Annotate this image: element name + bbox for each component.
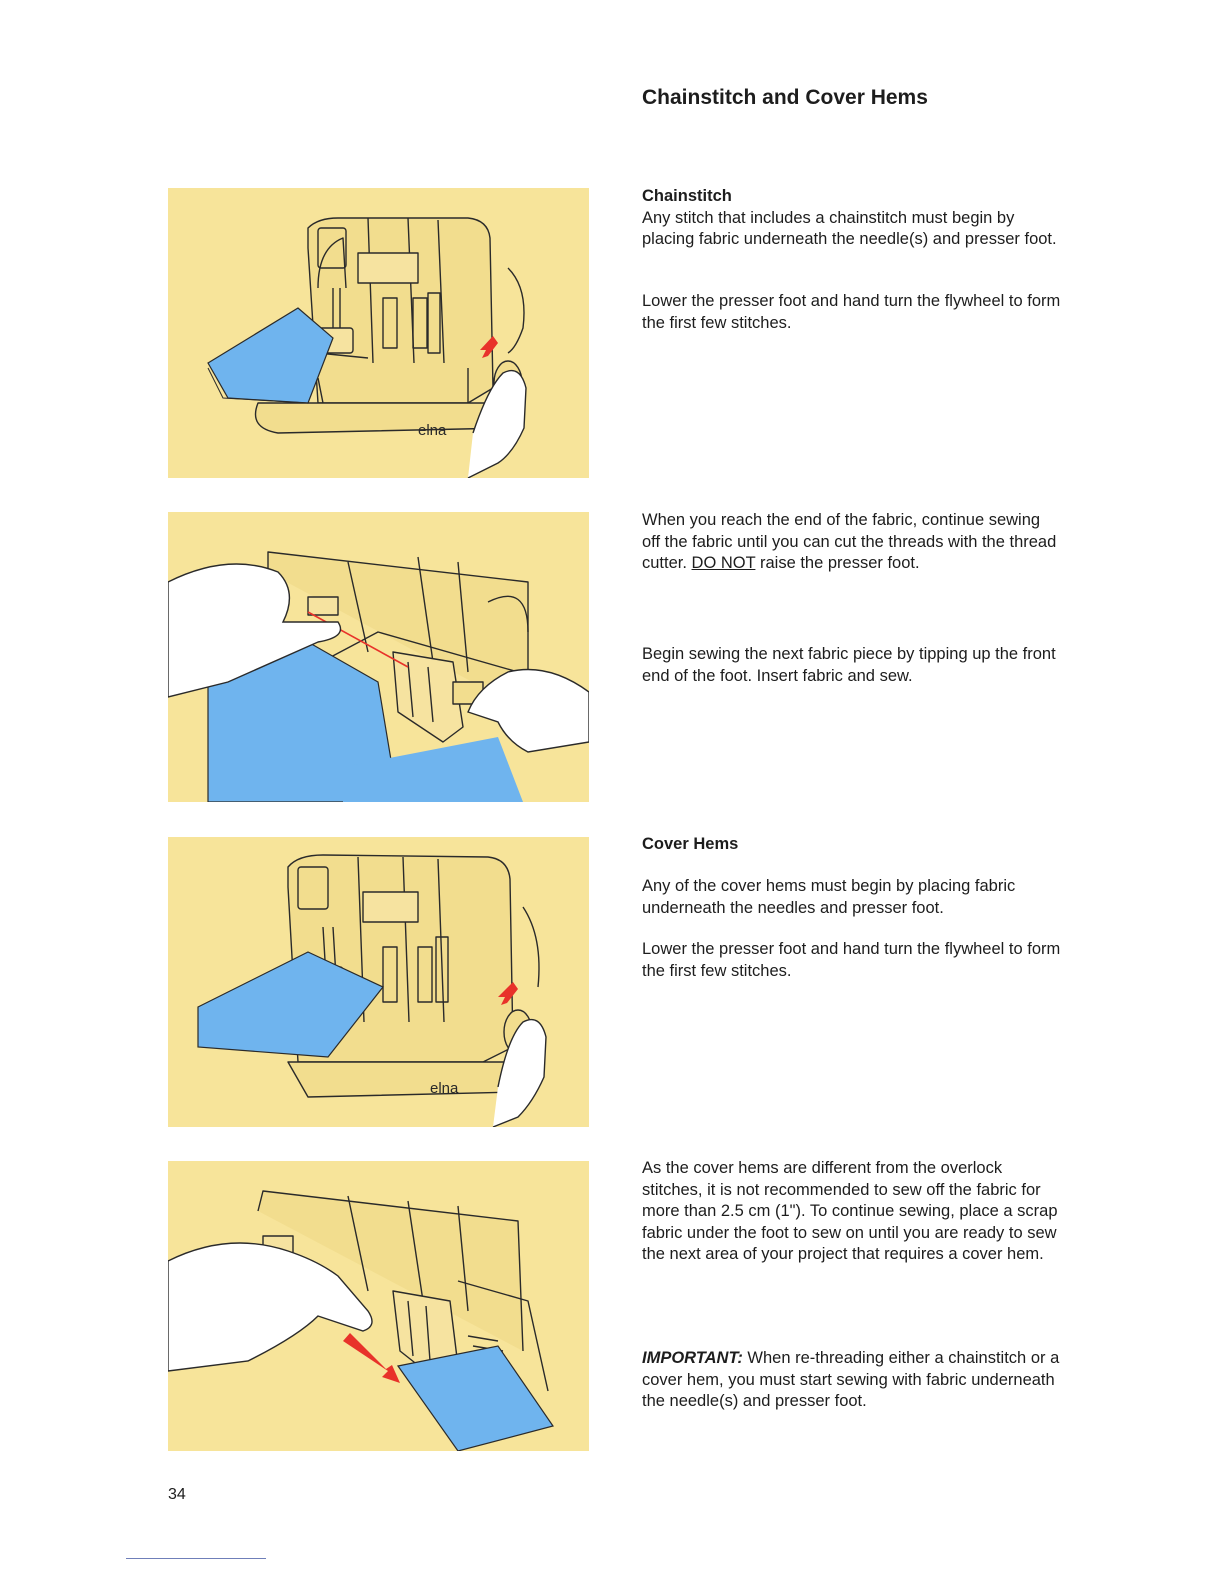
cover-hems-heading-block bbox=[642, 834, 1062, 856]
do-not-emphasis: DO NOT bbox=[691, 554, 756, 572]
p3-text-after: raise the presser foot. bbox=[755, 554, 920, 572]
cover-hems-paragraph-3: As the cover hems are different from the overlock stitches, it is not recommended to sew off the fabric for more than 2.5 cm (1"). To continue sewing, place a scrap fabric under the foot to sew on until you are ready to sew the next area of your project that requires a cover hem. bbox=[642, 1159, 1058, 1263]
important-label: IMPORTANT: bbox=[642, 1349, 743, 1367]
chainstitch-paragraph-2-block bbox=[642, 291, 1062, 334]
illustration-machine-front-cover-hem bbox=[168, 837, 589, 1127]
page-title: Chainstitch and Cover Hems bbox=[642, 86, 928, 109]
illustration-thread-cutter-closeup bbox=[168, 512, 589, 802]
illustration-machine-front-chainstitch bbox=[168, 188, 589, 478]
cover-hems-paragraph-2-block bbox=[642, 939, 1062, 982]
footer-rule bbox=[126, 1558, 266, 1559]
cover-hems-paragraph-1: Any of the cover hems must begin by placing fabric underneath the needles and presser foot. bbox=[642, 877, 1016, 917]
chainstitch-paragraph-2: Lower the presser foot and hand turn the flywheel to form the first few stitches. bbox=[642, 292, 1061, 332]
machine-brand-label: elna bbox=[418, 422, 447, 439]
chainstitch-paragraph-4-block bbox=[642, 644, 1062, 687]
chainstitch-paragraph-3 bbox=[642, 510, 1062, 575]
machine-brand-label: elna bbox=[430, 1080, 459, 1097]
illustration-cover-hem-closeup bbox=[168, 1161, 589, 1451]
important-note-block bbox=[642, 1348, 1062, 1413]
cover-hems-paragraph-2: Lower the presser foot and hand turn the flywheel to form the first few stitches. bbox=[642, 940, 1061, 980]
chainstitch-paragraph-1: Any stitch that includes a chainstitch must begin by placing fabric underneath the needle(s) and presser foot. bbox=[642, 208, 1057, 248]
important-text: When re-threading either a chainstitch or a cover hem, you must start sewing with fabric underneath the needle(s) and presser foot. bbox=[642, 1349, 1060, 1410]
page-number: 34 bbox=[168, 1486, 186, 1503]
p3-text-before: When you reach the end of the fabric, continue sewing off the fabric until you can cut the threads with the thread cutter. bbox=[642, 511, 1057, 572]
cover-hems-paragraph-3-block bbox=[642, 1158, 1062, 1266]
chainstitch-paragraph-4: Begin sewing the next fabric piece by tipping up the front end of the foot. Insert fabric and sew. bbox=[642, 645, 1056, 685]
cover-hems-heading: Cover Hems bbox=[642, 835, 739, 853]
chainstitch-paragraph-3-block bbox=[642, 510, 1062, 575]
chainstitch-heading: Chainstitch bbox=[642, 187, 732, 205]
chainstitch-section bbox=[642, 186, 1062, 251]
cover-hems-paragraph-1-block bbox=[642, 876, 1062, 919]
important-note bbox=[642, 1348, 1062, 1413]
